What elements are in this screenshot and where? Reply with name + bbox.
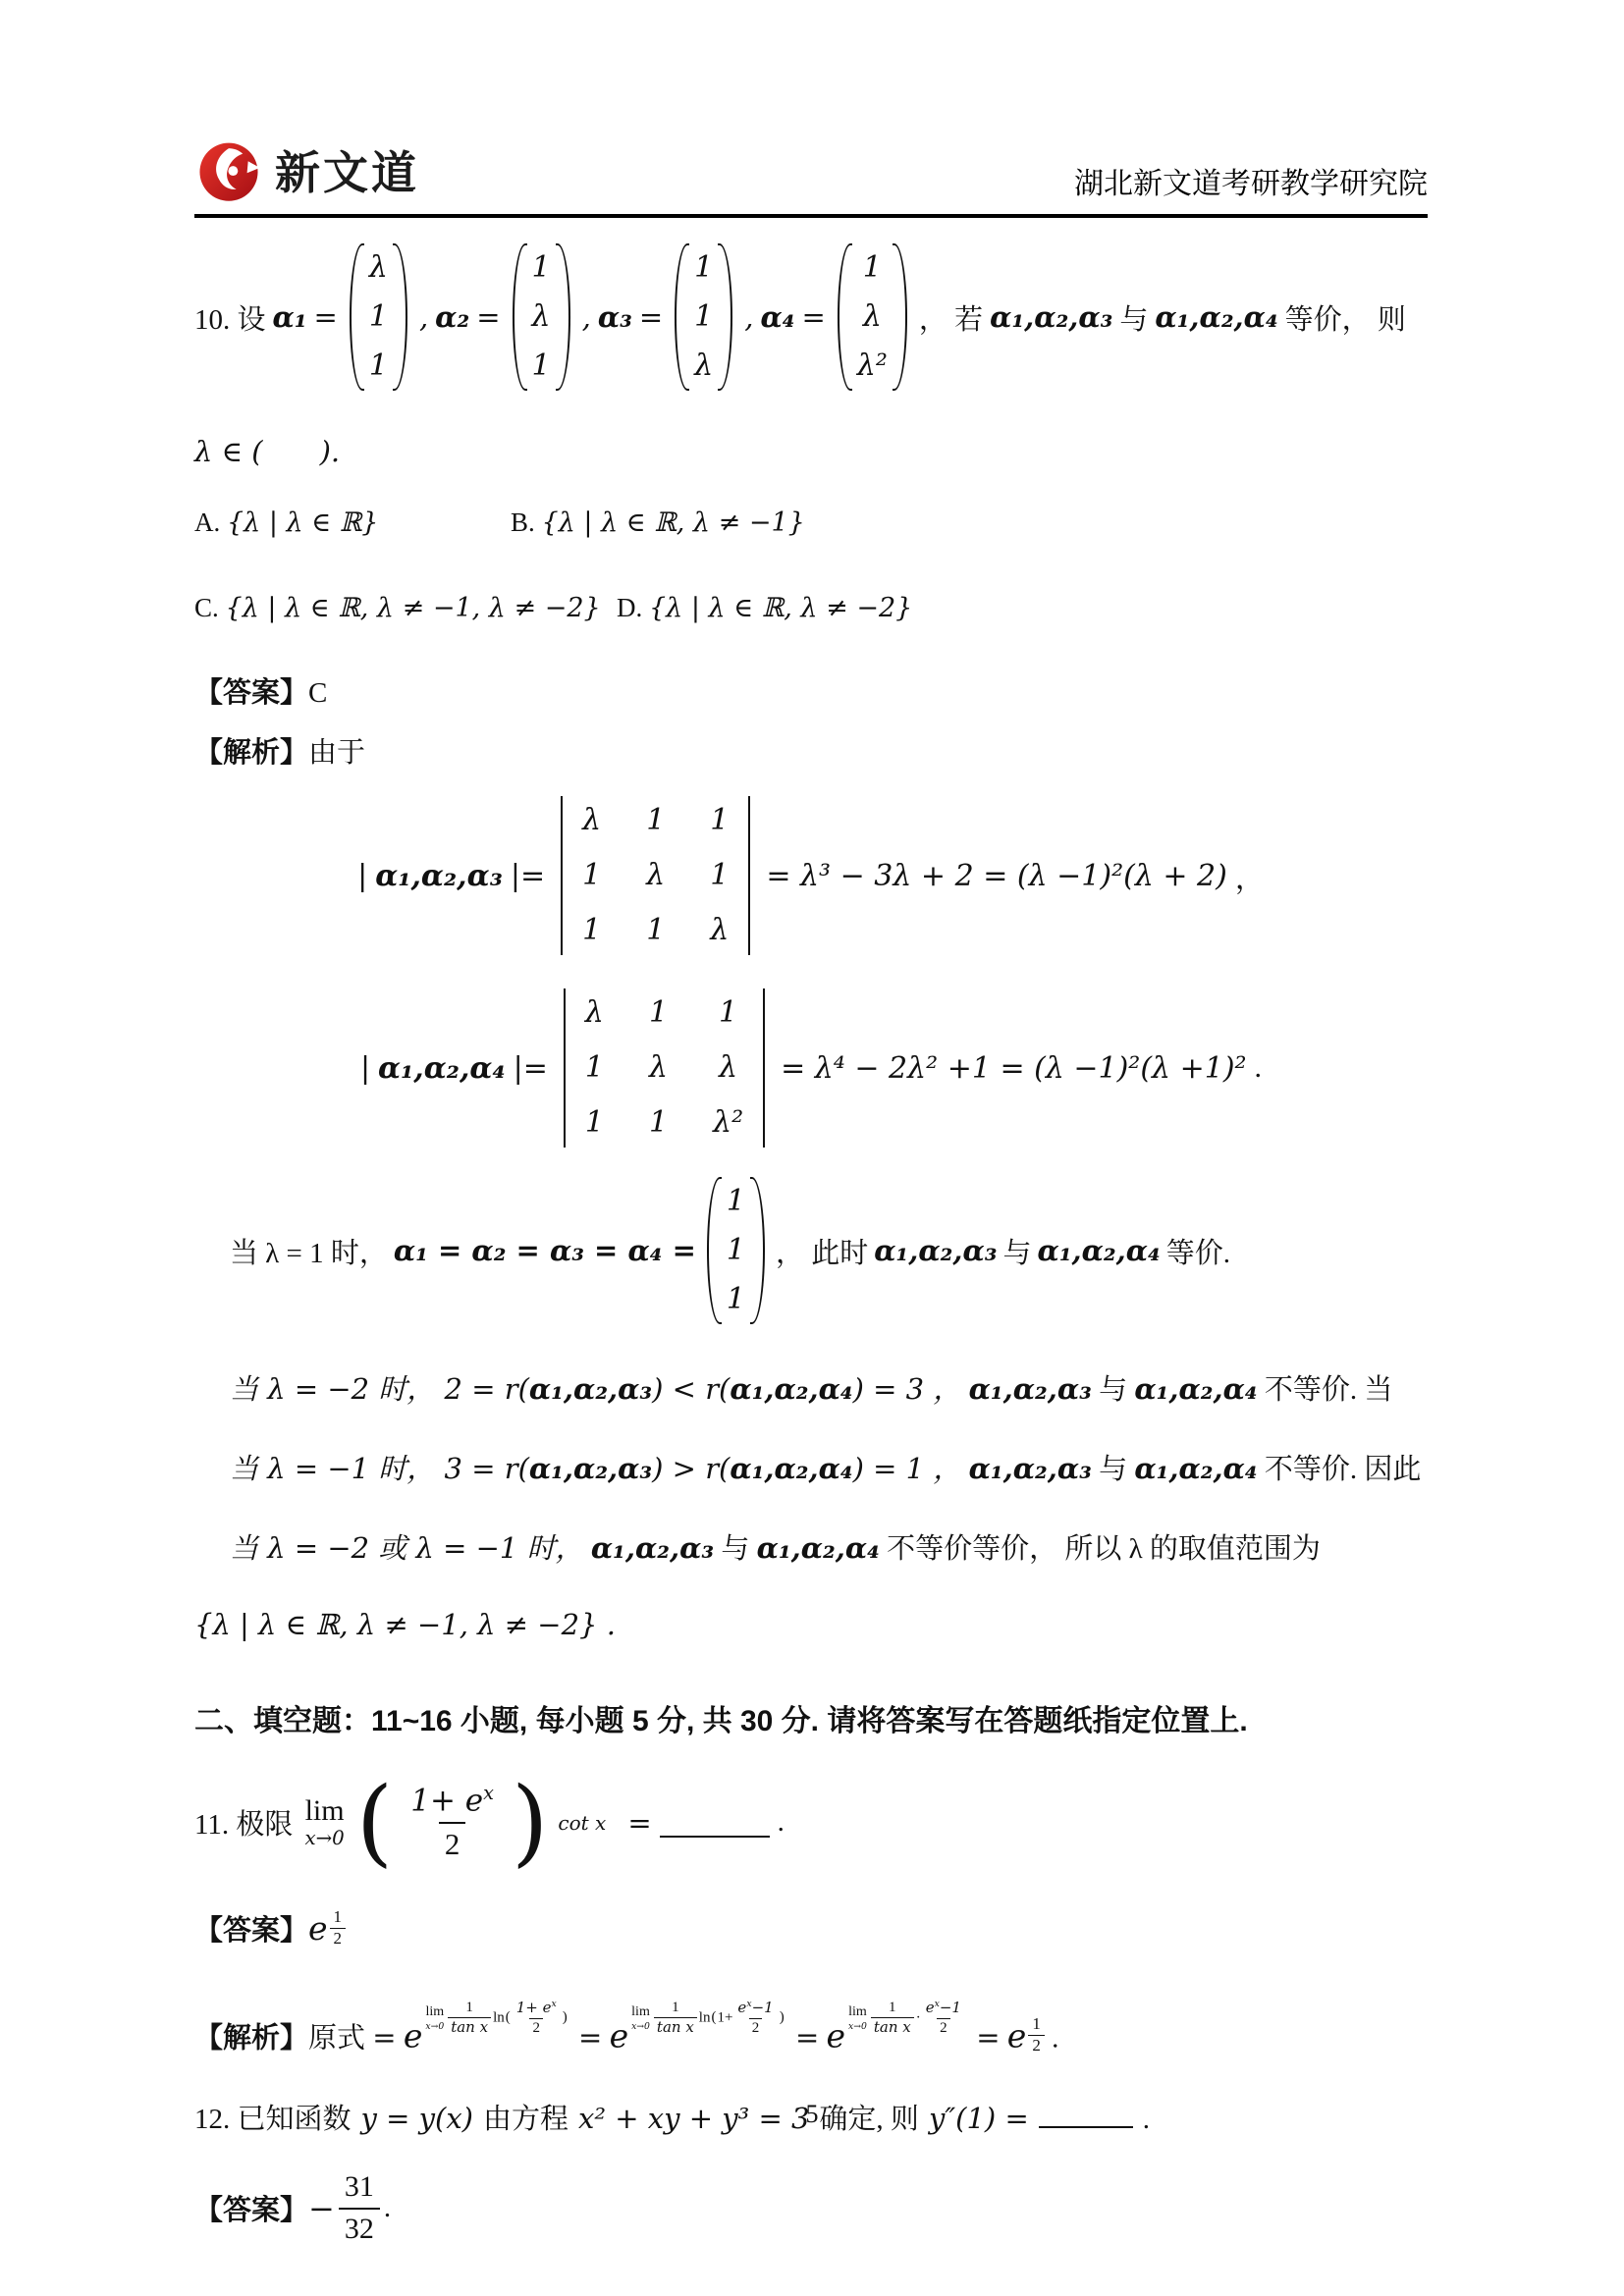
exponent-2: lim x→0 $\frac{1}{\text{tan x}}$ ln(1+ $\frac{e^x-1}{2}$ ) xyxy=(631,1998,785,2037)
left-paren: ( xyxy=(355,1767,394,1877)
q11-answer-line: 【答案】 e $\frac{1}{2}$ xyxy=(194,1908,1428,1949)
q11-number: 11. 极限 xyxy=(194,1809,294,1842)
page-header xyxy=(194,135,1428,218)
exponent-cotx: cot x xyxy=(558,1810,607,1835)
case-lambda-minus1: 当 λ = −1 时， 3 = r(α₁,α₂,α₃) > r(α₁,α₂,α₄) = 1 ， α₁,α₂,α₃ 与 α₁,α₂,α₄ 不等价. 因此 xyxy=(230,1452,1422,1485)
q10-lambda-in: λ ∈ ( ). xyxy=(194,435,341,468)
option-A: A. {λ | λ ∈ ℝ} xyxy=(194,507,379,538)
alpha1-symbol: α₁ xyxy=(272,300,307,334)
case-lambda-minus2: 当 λ = −2 时， 2 = r(α₁,α₂,α₃) < r(α₁,α₂,α₄) = 3 ， α₁,α₂,α₃ 与 α₁,α₂,α₄ 不等价. 当 xyxy=(230,1372,1393,1406)
answer-label: 【答案】 xyxy=(194,677,309,709)
case-lambda-1: 当 λ = 1 时， α₁ = α₂ = α₃ = α₄ = 1 1 1 ， 此时 α₁,α₂,α₃ 与 α₁,α₂,α₄ 等价. xyxy=(194,1177,1428,1324)
option-B: B. {λ | λ ∈ ℝ, λ ≠ −1} xyxy=(511,507,805,538)
q10-options-row2 xyxy=(194,593,1428,623)
exponent-3: lim x→0 $\frac{1}{\text{tan x}}$ · $\frac{e^x-1}{2}$ xyxy=(848,1998,961,2037)
q10-analysis-line: 【解析】由于 xyxy=(194,737,366,769)
q10-options-row1 xyxy=(194,507,1428,538)
alpha3-symbol: α₃ xyxy=(597,300,632,334)
option-D: D. {λ | λ ∈ ℝ, λ ≠ −2} xyxy=(617,593,913,623)
fraction-31-32: $\frac{31}{32}$ xyxy=(339,2170,380,2246)
page-number: 5 xyxy=(805,2100,819,2128)
phoenix-logo-icon xyxy=(194,135,263,204)
q10-number: 10. 设 xyxy=(194,303,266,336)
group-123: α₁,α₂,α₃ xyxy=(990,300,1113,334)
vector-alpha4: 1 λ λ² xyxy=(838,243,907,391)
alpha2-symbol: α₂ xyxy=(435,300,470,334)
section-fill-in-heading: 二、填空题：11~16 小题, 每小题 5 分, 共 30 分. 请将答案写在答题纸指定位置上. xyxy=(194,1705,1248,1737)
q10-answer-line xyxy=(194,670,1428,711)
analysis-label: 【解析】 xyxy=(194,737,309,769)
option-C: C. {λ | λ ∈ ℝ, λ ≠ −1, λ ≠ −2} xyxy=(194,593,601,623)
case-conclusion: 当 λ = −2 或 λ = −1 时， α₁,α₂,α₃ 与 α₁,α₂,α₄ 不等价等价， 所以 λ 的取值范围为 xyxy=(230,1531,1321,1565)
logo-text: 新文道 xyxy=(275,147,419,198)
brand-logo xyxy=(194,135,419,204)
q10-answer: C xyxy=(308,677,328,709)
q12-number: 12. 已知函数 xyxy=(194,2104,352,2136)
exponent-one-half-final: $\frac{1}{2}$ xyxy=(1028,2015,1045,2055)
vector-alpha2: 1 λ 1 xyxy=(513,243,570,391)
q11-stem: 11. 极限 lim x→0 ( $\frac{1+ e^x}{2}$ ) cot x = . xyxy=(194,1767,785,1877)
q10-stem: 10. 设 α₁ = λ 1 1 , α₂ = 1 λ 1 , α₃ = 1 1 λ , α₄ = 1 λ λ² ， 若 α₁,α₂,α₃ 与 α₁,α₂,α₄ 等价， 则 xyxy=(194,243,1428,391)
q12-stem: 12. 已知函数 y = y(x) 由方程 x² + xy + y³ = 3 确定, 则 y″(1) = . xyxy=(194,2097,1428,2137)
vector-alpha1: λ 1 1 xyxy=(350,243,407,391)
limit-operator: lim x→0 xyxy=(304,1794,345,1850)
vector-ones: 1 1 1 xyxy=(707,1177,765,1324)
range-set: {λ | λ ∈ ℝ, λ ≠ −1, λ ≠ −2} . xyxy=(194,1608,616,1641)
header-institute-name: 湖北新文道考研教学研究院 xyxy=(1074,168,1428,200)
right-paren: ) xyxy=(511,1767,549,1877)
answer-blank xyxy=(660,1807,770,1838)
fraction-1-plus-ex-over-2: $\frac{1+ e^x}{2}$ xyxy=(410,1782,494,1862)
group-124: α₁,α₂,α₄ xyxy=(1155,300,1278,334)
determinant-matrix-1: λ 1 1 1 λ 1 1 1 λ xyxy=(561,796,750,955)
vector-alpha3: 1 1 λ xyxy=(675,243,732,391)
q12-answer-line: 【答案】 − $\frac{31}{32}$ . xyxy=(194,2170,392,2245)
det-equation-2: | α₁,α₂,α₄ |= λ 1 1 1 λ λ 1 1 λ² = λ⁴ − 2λ² +1 = (λ −1)²(λ +1)² . xyxy=(194,988,1428,1148)
determinant-matrix-2: λ 1 1 1 λ λ 1 1 λ² xyxy=(564,988,765,1148)
alpha4-symbol: α₄ xyxy=(760,300,795,334)
exponent-1: lim x→0 $\frac{1}{\text{tan x}}$ ln( $\frac{1+ e^x}{2}$ ) xyxy=(425,1998,568,2037)
det-equation-1: | α₁,α₂,α₃ |= λ 1 1 1 λ 1 1 1 λ = λ³ − 3λ + 2 = (λ −1)²(λ + 2) ， xyxy=(194,796,1428,955)
exponent-one-half: $\frac{1}{2}$ xyxy=(330,1908,347,1948)
q11-solution-line: 【解析】原式 = e lim x→0 $\frac{1}{\text{tan x}}$ ln( $\frac{1+ e^x}{2}$ ) = e lim x→0 $\frac{1}{\text{tan x}}$ ln(1+ $\frac{e^x-1}{2}$ ) = e lim x→0 $\frac{1}{\text{tan x}}$ · $\frac{e^x-1}{2}$ = e $\frac{1}{2}$ . xyxy=(194,1998,1059,2056)
